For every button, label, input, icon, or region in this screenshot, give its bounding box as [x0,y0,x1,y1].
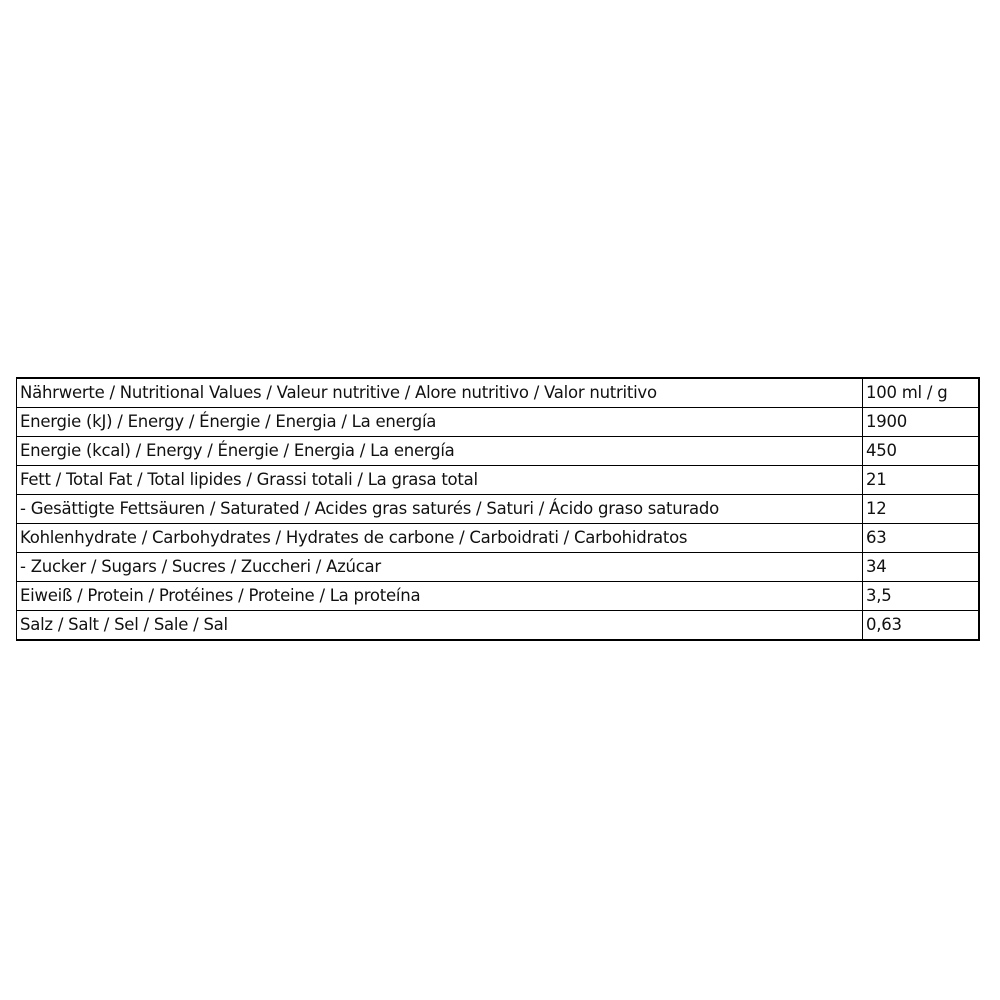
row-label-cell: Salz / Salt / Sel / Sale / Sal [17,611,863,641]
row-value-cell: 63 [863,524,980,553]
table-row-sugars [17,553,980,582]
row-value-cell: 3,5 [863,582,980,611]
row-value-cell: 21 [863,466,980,495]
nutrition-table [16,377,980,641]
row-label-cell: Fett / Total Fat / Total lipides / Grassi totali / La grasa total [17,466,863,495]
row-label-cell: Energie (kJ) / Energy / Énergie / Energia / La energía [17,408,863,437]
row-value-cell: 450 [863,437,980,466]
row-value-cell: 12 [863,495,980,524]
row-label-cell: - Gesättigte Fettsäuren / Saturated / Acides gras saturés / Saturi / Ácido graso saturado [17,495,863,524]
table-row-carbohydrates [17,524,980,553]
row-label-cell: Eiweiß / Protein / Protéines / Proteine / La proteína [17,582,863,611]
row-label-cell: Energie (kcal) / Energy / Énergie / Energia / La energía [17,437,863,466]
row-value-cell: 0,63 [863,611,980,641]
header-label-cell: Nährwerte / Nutritional Values / Valeur nutritive / Alore nutritivo / Valor nutritivo [17,378,863,408]
table-row-salt [17,611,980,641]
row-value-cell: 1900 [863,408,980,437]
row-label-cell: - Zucker / Sugars / Sucres / Zuccheri / Azúcar [17,553,863,582]
row-label-cell: Kohlenhydrate / Carbohydrates / Hydrates de carbone / Carboidrati / Carbohidratos [17,524,863,553]
header-value-cell: 100 ml / g [863,378,980,408]
table-row-protein [17,582,980,611]
table-row-fat [17,466,980,495]
table-row-saturated [17,495,980,524]
table-header-row [17,378,980,408]
table-row-energy-kj [17,408,980,437]
row-value-cell: 34 [863,553,980,582]
table-row-energy-kcal [17,437,980,466]
